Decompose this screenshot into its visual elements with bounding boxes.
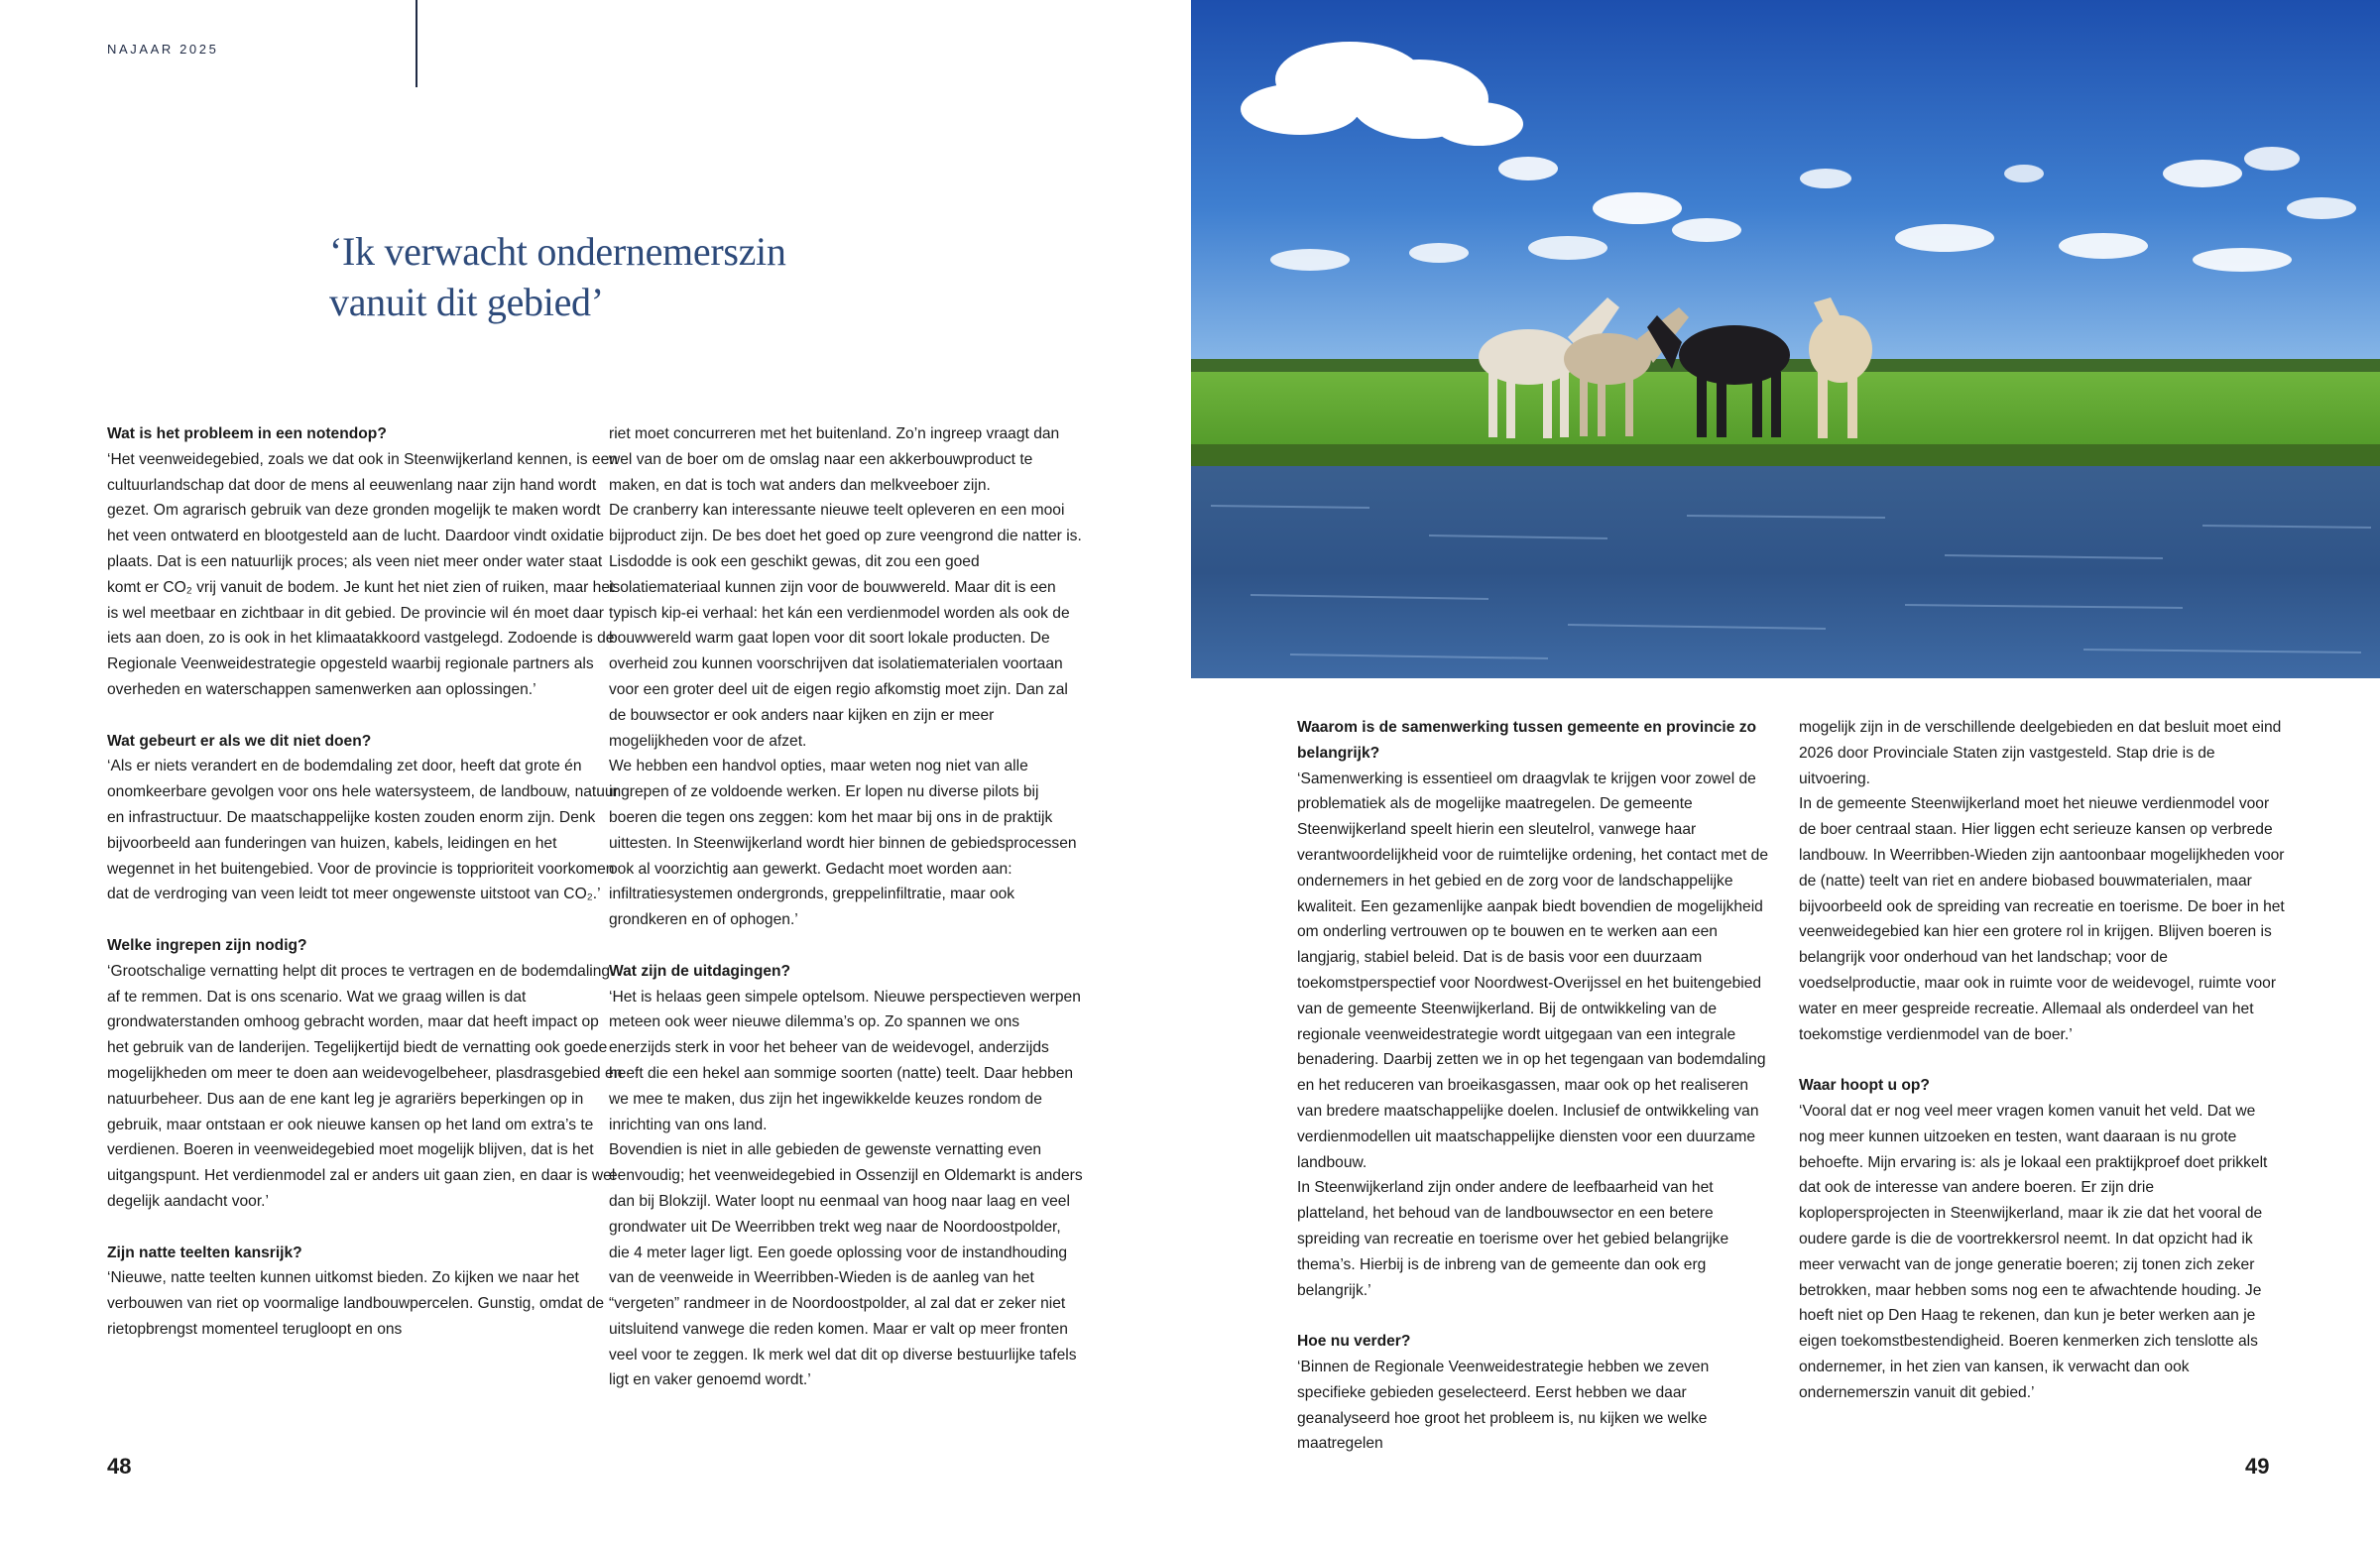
text-column-1 <box>107 421 623 1343</box>
interview-paragraph: In de gemeente Steenwijkerland moet het nieuwe verdienmodel voor de boer centraal staan. Hier liggen echt serieuze kansen op verbrede landbouw. In Weerribben-Wieden zijn aantoonbaar mogelijkheden voor de (natte) teelt van riet en andere biobased bouwmaterialen, maar bijvoorbeeld ook de spreiding van recreatie en toerisme. De boer in het veenweidegebied kan hier een grotere rol in krijgen. Blijven boeren is belangrijk voor onderhoud van het landschap; voor de voedselproductie, maar ook in ruimte voor de weidevogel, ruimte voor water en meer gespreide recreatie. Allemaal als onderdeel van het toekomstige verdienmodel van de boer.’ <box>1799 795 2285 1043</box>
running-head-left: NAJAAR 2025 <box>107 42 219 57</box>
interview-paragraph: De cranberry kan interessante nieuwe teelt opleveren en een mooi bijproduct zijn. De bes doet het goed op zure veengrond die natter is. Lisdodde is ook een geschikt gewas, dit zou een goed isolatiemateriaal kunnen zijn voor de bouwwereld. Maar dit is een typisch kip-ei verhaal: het kán een verdienmodel worden als ook de bouwwereld warm gaat lopen voor dit soort lokale producten. De overheid zou kunnen voorschrijven dat isolatiematerialen voortaan voor een groter deel uit de eigen regio afkomstig moet zijn. Dan zal de bouwsector er ook anders naar kijken en zijn er meer mogelijkheden voor de afzet. <box>609 502 1082 750</box>
text-column-3 <box>1297 715 1773 1457</box>
interview-paragraph: ‘Vooral dat er nog veel meer vragen komen vanuit het veld. Dat we nog meer kunnen uitzoeken en testen, want daaraan is nu grote behoefte. Mijn ervaring is: als je lokaal een praktijkproef doet prikkelt dat ook de interesse van andere boeren. Er zijn drie koplopersprojecten in Steenwijkerland, maar ik zie dat het vooral de oudere garde is die de voortrekkersrol neemt. In dat opzicht had ik meer verwacht van de jonge generatie boeren; zij tonen zich zeker betrokken, maar hebben soms nog een te afwachtende houding. Je hoeft niet op Den Haag te rekenen, dan kun je beter werken aan je eigen toekomstbestendigheid. Boeren kenmerken zich tenslotte als ondernemer, in het zien van kansen, ik verwacht dan ook ondernemerszin vanuit dit gebied.’ <box>1799 1102 2268 1401</box>
interview-paragraph: In Steenwijkerland zijn onder andere de leefbaarheid van het platteland, het behoud van de landbouwsector en een betere spreiding van recreatie en toerisme over het gebied belangrijke thema’s. Hierbij is de inbreng van de gemeente dan ook erg belangrijk.’ <box>1297 1179 1729 1299</box>
bank <box>1191 444 2380 468</box>
paragraph-gap <box>1799 1047 2285 1073</box>
running-head-rule-left <box>416 0 417 87</box>
interview-paragraph: ‘Het veenweidegebied, zoals we dat ook in Steenwijkerland kennen, is een cultuurlandschap dat door de mens al eeuwenlang naar zijn hand wordt gezet. Om agrarisch gebruik van deze gronden mogelijk te maken wordt het veen ontwaterd en blootgesteld aan de lucht. Daardoor vindt oxidatie plaats. Dat is een natuurlijk proces; als veen niet meer onder water staat komt er CO₂ vrij vanuit de bodem. Je kunt het niet zien of ruiken, maar het is wel meetbaar en zichtbaar in dit gebied. De provincie wil én moet daar iets aan doen, zo is ook in het klimaatakkoord vastgelegd. Zodoende is de Regionale Veenweidestrategie opgesteld waarbij regionale partners als overheden en waterschappen samenwerken aan oplossingen.’ <box>107 450 618 698</box>
interview-paragraph: ‘Als er niets verandert en de bodemdaling zet door, heeft dat grote én onomkeerbare gevolgen voor ons hele watersysteem, de landbouw, natuur en infrastructuur. De maatschappelijke kosten zouden enorm zijn. Denk bijvoorbeeld aan funderingen van huizen, kabels, leidingen en het wegennet in het buitengebied. Voor de provincie is topprioriteit voorkomen dat de verdroging van veen leidt tot meer ongewenste uitstoot van CO₂.’ <box>107 758 619 903</box>
interview-paragraph: ‘Binnen de Regionale Veenweidestrategie hebben we zeven specifieke gebieden geselecteerd. Eerst hebben we daar geanalyseerd hoe groot het probleem is, nu kijken we welke maatregelen <box>1297 1358 1710 1453</box>
page-number-right: 49 <box>2245 1454 2270 1479</box>
interview-question: Wat zijn de uitdagingen? <box>609 962 791 980</box>
interview-question: Zijn natte teelten kansrijk? <box>107 1244 302 1261</box>
interview-question: Wat is het probleem in een notendop? <box>107 425 387 442</box>
paragraph-gap <box>107 703 623 729</box>
interview-paragraph: ‘Nieuwe, natte teelten kunnen uitkomst bieden. Zo kijken we naar het verbouwen van riet op voormalige landbouwpercelen. Gunstig, omdat de rietopbrengst momenteel terugloopt en ons <box>107 1269 605 1338</box>
interview-question: Wat gebeurt er als we dit niet doen? <box>107 732 372 750</box>
text-column-2 <box>609 421 1085 1393</box>
interview-paragraph: Bovendien is niet in alle gebieden de gewenste vernatting even eenvoudig; het veenweidegebied in Ossenzijl en Oldemarkt is anders dan bij Blokzijl. Water loopt nu eenmaal van hoog naar laag en veel grondwater uit De Weerribben trekt weg naar de Noordoostpolder, die 4 meter lager ligt. Een goede oplossing voor de instandhouding van de veenweide in Weerribben-Wieden is de aanleg van het “vergeten” randmeer in de Noordoostpolder, al zal dat er zeker niet uitsluitend vanwege die reden komen. Maar er valt op meer fronten veel voor te zeggen. Ik merk wel dat dit op diverse bestuurlijke tafels ligt en vaker genoemd wordt.’ <box>609 1141 1083 1389</box>
interview-paragraph: We hebben een handvol opties, maar weten nog niet van alle ingrepen of ze voldoende werken. Er lopen nu diverse pilots bij boeren die tegen ons zeggen: kom het maar bij ons in de praktijk uittesten. In Steenwijkerland wordt hier binnen de gebiedsprocessen ook al voorzichtig aan gewerkt. Gedacht moet worden aan: infiltratiesystemen ondergronds, greppelinfiltratie, maar ook grondkeren en of ophogen.’ <box>609 758 1077 929</box>
photo-illustration <box>1191 0 2380 678</box>
landscape-photo-horses <box>1191 0 2380 678</box>
interview-paragraph: riet moet concurreren met het buitenland. Zo’n ingreep vraagt dan wel van de boer om de omslag naar een akkerbouwproduct te maken, en dat is toch wat anders dan melkveeboer zijn. <box>609 425 1060 494</box>
interview-question: Hoe nu verder? <box>1297 1333 1411 1351</box>
paragraph-gap <box>1297 1303 1773 1329</box>
paragraph-gap <box>107 1215 623 1241</box>
headline-line-1: ‘Ik verwacht ondernemerszin <box>329 229 786 274</box>
article-headline <box>329 226 885 327</box>
paragraph-gap <box>609 933 1085 959</box>
interview-paragraph: ‘Het is helaas geen simpele optelsom. Nieuwe perspectieven werpen meteen ook weer nieuwe dilemma’s op. Zo spannen we ons enerzijds sterk in voor het beheer van de weidevogel, anderzijds heeft die een hekel aan sommige soorten (natte) teelt. Daar hebben we mee te maken, dus zijn het ingewikkelde keuzes rondom de inrichting van ons land. <box>609 988 1081 1133</box>
interview-paragraph: ‘Samenwerking is essentieel om draagvlak te krijgen voor zowel de problematiek als de mogelijke maatregelen. De gemeente Steenwijkerland speelt hierin een sleutelrol, vanwege haar verantwoordelijkheid voor de ruimtelijke ordening, het contact met de ondernemers in het gebied en de zorg voor de landschappelijke kwaliteit. Een gezamenlijke aanpak biedt bovendien de mogelijkheid om onderling vertrouwen op te bouwen en te werken aan een langjarig, stabiel beleid. Dat is de basis voor een duurzaam toekomstperspectief voor Noordwest-Overijssel en het buitengebied van de gemeente Steenwijkerland. Bij de ontwikkeling van de regionale veenweidestrategie wordt uitgegaan van een integrale benadering. Daarbij zetten we in op het tegengaan van bodemdaling en het reduceren van broeikasgassen, maar ook op het realiseren van bredere maatschappelijke doelen. Inclusief de ontwikkeling van verdienmodellen uit maatschappelijke diensten voor een duurzame landbouw. <box>1297 770 1769 1171</box>
interview-question: Waar hoopt u op? <box>1799 1077 1930 1095</box>
interview-paragraph: mogelijk zijn in de verschillende deelgebieden en dat besluit moet eind 2026 door Provinciale Staten zijn vastgesteld. Stap drie is de uitvoering. <box>1799 719 2282 787</box>
page-number-left: 48 <box>107 1454 132 1479</box>
water <box>1191 466 2380 678</box>
interview-question: Welke ingrepen zijn nodig? <box>107 936 307 954</box>
interview-paragraph: ‘Grootschalige vernatting helpt dit proces te vertragen en de bodemdaling af te remmen. Dat is ons scenario. Wat we graag willen is dat grondwaterstanden omhoog gebracht worden, maar dat heeft impact op het gebruik van de landerijen. Tegelijkertijd biedt de vernatting ook goede mogelijkheden om meer te doen aan weidevogelbeheer, plasdrasgebied en natuurbeheer. Dus aan de ene kant leg je agrariërs beperkingen op in gebruik, maar ontstaan er ook nieuwe kansen op het land om extra’s te verdienen. Boeren in veenweidegebied moet mogelijk blijven, dat is het uitgangspunt. Het verdienmodel zal er anders uit gaan zien, en daar is wel degelijk aandacht voor.’ <box>107 962 623 1210</box>
paragraph-gap <box>107 907 623 933</box>
interview-question: Waarom is de samenwerking tussen gemeente en provincie zo belangrijk? <box>1297 719 1757 762</box>
text-column-4 <box>1799 715 2285 1406</box>
headline-line-2: vanuit dit gebied’ <box>329 280 604 324</box>
